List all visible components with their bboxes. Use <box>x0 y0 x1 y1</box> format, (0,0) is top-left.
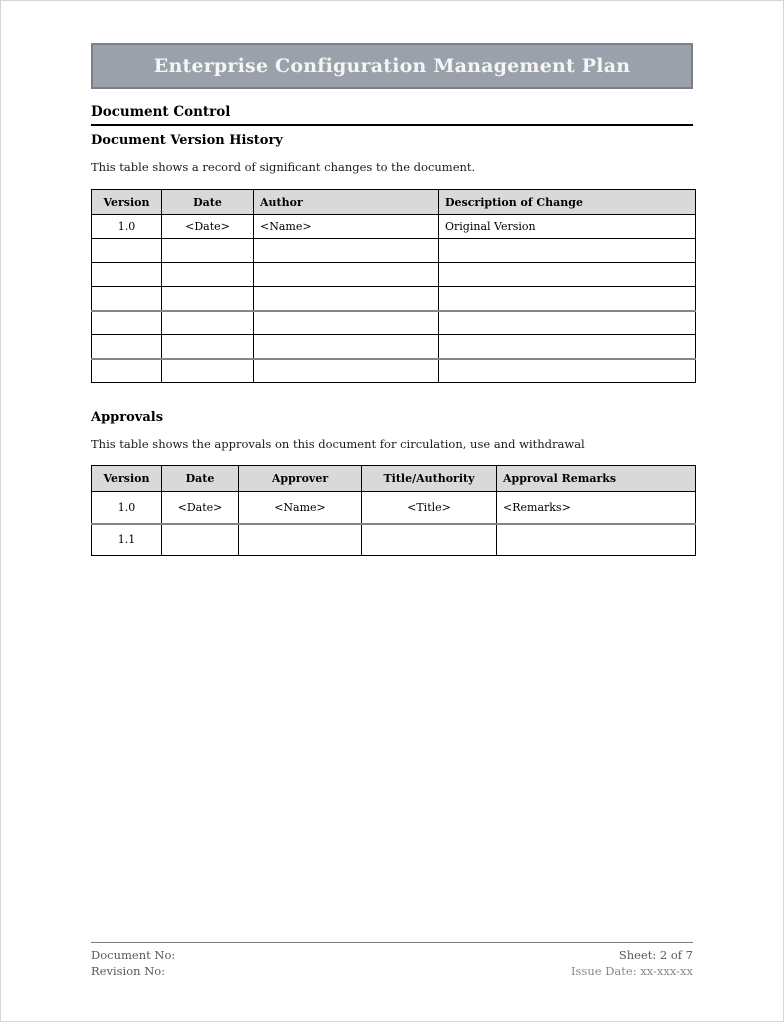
table-cell[interactable] <box>162 311 254 335</box>
column-header: Author <box>254 190 439 215</box>
column-header: Approver <box>239 466 362 492</box>
table-cell[interactable]: <Remarks> <box>497 492 696 524</box>
column-header: Date <box>162 190 254 215</box>
version-history-table <box>91 189 696 383</box>
table-cell[interactable] <box>162 359 254 383</box>
table-cell[interactable] <box>92 239 162 263</box>
version-history-table-body <box>92 215 696 383</box>
subsection-heading-version-history: Document Version History <box>91 133 283 148</box>
version-history-description: This table shows a record of significant changes to the document. <box>91 160 476 174</box>
table-cell[interactable]: <Name> <box>239 492 362 524</box>
section-heading-document-control: Document Control <box>91 104 693 126</box>
table-row <box>92 335 696 359</box>
table-cell[interactable] <box>92 263 162 287</box>
table-cell[interactable] <box>439 239 696 263</box>
table-cell[interactable] <box>439 311 696 335</box>
column-header: Approval Remarks <box>497 466 696 492</box>
table-cell[interactable] <box>254 311 439 335</box>
table-cell[interactable] <box>439 287 696 311</box>
table-cell[interactable]: 1.1 <box>92 524 162 556</box>
sheet-number: Sheet: 2 of 7 <box>618 948 693 962</box>
table-cell[interactable] <box>254 263 439 287</box>
subsection-heading-approvals: Approvals <box>91 410 164 425</box>
table-cell[interactable] <box>254 335 439 359</box>
approvals-table-body <box>92 492 696 556</box>
table-row <box>92 311 696 335</box>
column-header: Version <box>92 466 162 492</box>
table-cell[interactable] <box>239 524 362 556</box>
table-cell[interactable]: <Date> <box>162 215 254 239</box>
table-cell[interactable]: <Name> <box>254 215 439 239</box>
column-header: Date <box>162 466 239 492</box>
table-cell[interactable]: <Title> <box>362 492 497 524</box>
table-row <box>92 492 696 524</box>
table-header-row <box>92 190 696 215</box>
table-cell[interactable] <box>254 359 439 383</box>
table-cell[interactable] <box>254 287 439 311</box>
table-cell[interactable] <box>92 359 162 383</box>
table-cell[interactable] <box>497 524 696 556</box>
table-cell[interactable] <box>92 335 162 359</box>
table-row <box>92 359 696 383</box>
footer-left <box>91 947 175 979</box>
table-cell[interactable] <box>439 335 696 359</box>
document-no-label: Document No: <box>91 948 176 962</box>
title-banner <box>91 43 693 89</box>
version-history-table-header <box>92 190 696 215</box>
approvals-table <box>91 465 696 556</box>
table-cell[interactable] <box>439 263 696 287</box>
table-header-row <box>92 466 696 492</box>
table-cell[interactable] <box>92 311 162 335</box>
column-header: Description of Change <box>439 190 696 215</box>
approvals-table-header <box>92 466 696 492</box>
table-cell[interactable] <box>362 524 497 556</box>
table-cell[interactable] <box>162 239 254 263</box>
footer-right <box>571 947 693 979</box>
page-footer <box>91 942 693 979</box>
issue-date: Issue Date: xx-xxx-xx <box>570 964 693 978</box>
table-cell[interactable] <box>254 239 439 263</box>
table-cell[interactable] <box>162 524 239 556</box>
table-row <box>92 287 696 311</box>
table-cell[interactable] <box>92 287 162 311</box>
table-cell[interactable] <box>439 359 696 383</box>
document-title: Enterprise Configuration Management Plan <box>153 55 631 77</box>
table-row <box>92 263 696 287</box>
table-cell[interactable]: Original Version <box>439 215 696 239</box>
table-row <box>92 215 696 239</box>
table-cell[interactable]: 1.0 <box>92 492 162 524</box>
approvals-description: This table shows the approvals on this document for circulation, use and withdrawal <box>91 437 585 451</box>
column-header: Title/Authority <box>362 466 497 492</box>
table-row <box>92 239 696 263</box>
table-cell[interactable]: 1.0 <box>92 215 162 239</box>
table-cell[interactable] <box>162 335 254 359</box>
revision-no-label: Revision No: <box>91 964 166 978</box>
table-row <box>92 524 696 556</box>
column-header: Version <box>92 190 162 215</box>
table-cell[interactable]: <Date> <box>162 492 239 524</box>
table-cell[interactable] <box>162 263 254 287</box>
table-cell[interactable] <box>162 287 254 311</box>
